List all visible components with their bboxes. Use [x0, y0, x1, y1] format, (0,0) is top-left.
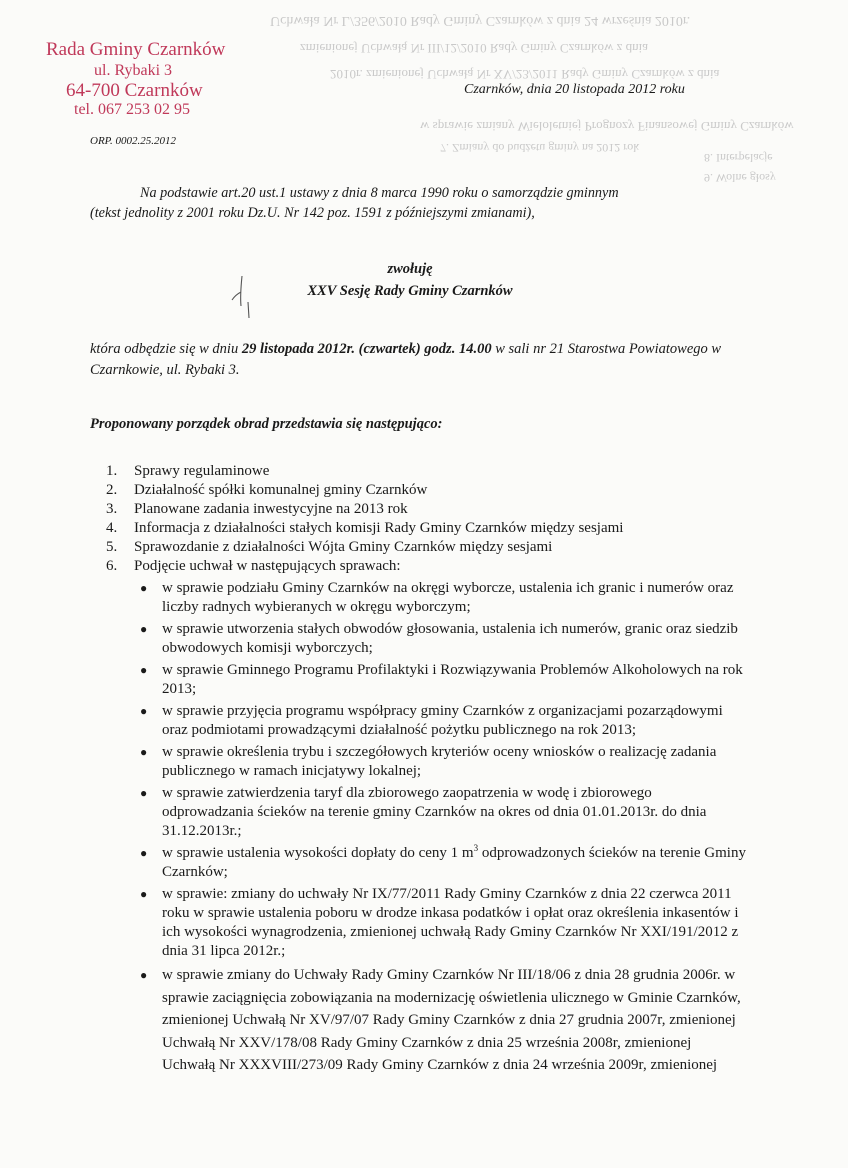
- stamp-line-phone: tel. 067 253 02 95: [74, 101, 190, 118]
- resolution-text: w sprawie zmiany do Uchwały Rady Gminy Czarnków Nr III/18/06 z dnia 28 grudnia 2006r. w sprawie zaciągnięcia zobowiązania na modernizację oświetlenia ulicznego w Gminie Czarnków, zmienionej Uchwałą Nr XV/97/07 Rady Gminy Czarnków z dnia 27 grudnia 2007r, zmienionej Uchwałą Nr XXV/178/08 Rady Gminy Czarnków z dnia 25 września 2008r, zmienionej Uchwałą Nr XXXVIII/273/09 Rady Gminy Czarnków z dnia 24 września 2009r, zmienionej: [162, 967, 741, 1073]
- resolution-text: w sprawie utworzenia stałych obwodów głosowania, ustalenia ich numerów, granic oraz siedzib obwodowych komisji wyborczych;: [162, 621, 738, 656]
- stamp-line-name: Rada Gminy Czarnków: [46, 39, 226, 60]
- stamp-line-street: ul. Rybaki 3: [94, 62, 173, 79]
- resolution-item: [134, 620, 746, 658]
- agenda-item-number: 2.: [106, 482, 118, 498]
- agenda-item-number: 3.: [106, 501, 118, 517]
- resolution-item: [134, 579, 746, 617]
- reference-number: ORP. 0002.25.2012: [90, 135, 176, 147]
- bullet-icon: ●: [140, 704, 148, 718]
- resolution-text-after: odprowadzonych ścieków na terenie Gminy Czarnków;: [162, 845, 746, 880]
- agenda-item-number: 1.: [106, 463, 118, 479]
- legal-basis-line: (tekst jednolity z 2001 roku Dz.U. Nr 142 poz. 1591 z późniejszymi zmianami),: [90, 205, 535, 221]
- resolution-item: [134, 743, 746, 781]
- bullet-icon: ●: [140, 622, 148, 636]
- meeting-location: w sali nr 21 Starostwa Powiatowego w Czarnkowie, ul. Rybaki 3.: [90, 341, 722, 378]
- agenda-item-text: Sprawy regulaminowe: [134, 463, 270, 479]
- resolution-list: [134, 579, 746, 1077]
- agenda-item: [106, 481, 746, 500]
- bleed-through-line: 7. Zmiany do budżetu gminy na 2012 rok: [440, 141, 640, 155]
- resolution-text: w sprawie podziału Gminy Czarnków na okręgi wyborcze, ustalenia ich granic i numerów oraz liczby radnych wybieranych w okręgu wyborczym;: [162, 580, 734, 615]
- bullet-icon: ●: [140, 581, 148, 595]
- resolution-item: [134, 964, 746, 1077]
- resolution-item: [134, 784, 746, 841]
- superscript-three: 3: [473, 843, 479, 853]
- agenda-heading: Proponowany porządek obrad przedstawia się następująco:: [90, 416, 443, 432]
- agenda-item-number: 6.: [106, 558, 118, 574]
- resolution-text: w sprawie określenia trybu i szczegółowych kryteriów oceny wniosków o realizację zadania publicznego w ramach inicjatywy lokalnej;: [162, 744, 717, 779]
- bleed-through-line: zmienionej Uchwałą Nr III/12/2010 Rady Gminy Czarnków z dnia: [300, 41, 649, 56]
- agenda-item: [106, 519, 746, 538]
- bullet-icon: ●: [140, 663, 148, 677]
- meeting-date: 29 listopada 2012r. (czwartek) godz. 14.00: [241, 341, 492, 357]
- resolution-text: w sprawie przyjęcia programu współpracy gminy Czarnków z organizacjami pozarządowymi oraz podmiotami prowadzącymi działalność pożytku publicznego na rok 2013;: [162, 703, 723, 738]
- resolution-text: w sprawie Gminnego Programu Profilaktyki i Rozwiązywania Problemów Alkoholowych na rok 2013;: [162, 662, 743, 697]
- resolution-item: [134, 661, 746, 699]
- bullet-icon: ●: [140, 968, 148, 982]
- stamp-line-city: 64-700 Czarnków: [66, 80, 203, 101]
- session-title: XXV Sesję Rady Gminy Czarnków: [307, 283, 513, 299]
- resolution-item: [134, 702, 746, 740]
- bleed-through-line: 8. Interpelacje: [704, 151, 773, 165]
- resolution-item: [134, 885, 746, 961]
- bullet-icon: ●: [140, 786, 148, 800]
- bullet-icon: ●: [140, 887, 148, 901]
- resolution-text-before: w sprawie ustalenia wysokości dopłaty do ceny 1 m: [162, 845, 474, 861]
- agenda-item-text: Planowane zadania inwestycyjne na 2013 rok: [134, 501, 408, 517]
- place-and-date: Czarnków, dnia 20 listopada 2012 roku: [464, 82, 685, 97]
- agenda-item: [106, 538, 746, 557]
- bleed-through-line: w sprawie zmiany Wieloletniej Prognozy Finansowej Gminy Czarnków: [420, 119, 794, 134]
- agenda-item-number: 5.: [106, 539, 118, 555]
- meeting-prefix: która odbędzie się w dniu: [90, 341, 242, 357]
- agenda-item: [106, 557, 746, 1077]
- bullet-icon: ●: [140, 846, 148, 860]
- signature-mark: [228, 272, 258, 322]
- agenda-item-text: Działalność spółki komunalnej gminy Czarnków: [134, 482, 428, 498]
- bleed-through-line: 9. Wolne głosy: [704, 171, 776, 185]
- convene-word: zwołuję: [387, 261, 433, 277]
- agenda-item-number: 4.: [106, 520, 118, 536]
- resolution-text: w sprawie zatwierdzenia taryf dla zbiorowego zaopatrzenia w wodę i zbiorowego odprowadzania ścieków na terenie gminy Czarnków na okres od dnia 01.01.2013r. do dnia 31.12.2013r.;: [162, 785, 707, 839]
- bleed-through-line: Uchwała Nr L/356/2010 Rady Gminy Czarnków z dnia 24 września 2010r.: [270, 13, 691, 28]
- meeting-details: [90, 339, 770, 381]
- agenda-item-text: Informacja z działalności stałych komisji Rady Gminy Czarnków między sesjami: [134, 520, 624, 536]
- resolution-text: w sprawie: zmiany do uchwały Nr IX/77/2011 Rady Gminy Czarnków z dnia 22 czerwca 2011 roku w sprawie ustalenia poboru w drodze inkasa podatków i opłat oraz określenia inkasentów i ich wysokości wynagrodzenia, zmienionej uchwałą Rady Gminy Czarnków Nr XXI/191/2012 z dnia 31 lipca 2012r.;: [162, 886, 739, 959]
- agenda-item: [106, 462, 746, 481]
- resolution-item: [134, 844, 746, 882]
- agenda-item: [106, 500, 746, 519]
- bullet-icon: ●: [140, 745, 148, 759]
- agenda-list: [106, 462, 746, 1077]
- legal-basis-line: Na podstawie art.20 ust.1 ustawy z dnia 8 marca 1990 roku o samorządzie gminnym: [140, 185, 619, 201]
- agenda-item-text: Podjęcie uchwał w następujących sprawach:: [134, 558, 401, 574]
- bleed-through-line: 2010r. zmienionej Uchwałą Nr XV/23/2011 Rady Gminy Czarnków z dnia: [330, 67, 720, 82]
- agenda-item-text: Sprawozdanie z działalności Wójta Gminy Czarnków między sesjami: [134, 539, 553, 555]
- legal-basis-paragraph: [90, 183, 770, 223]
